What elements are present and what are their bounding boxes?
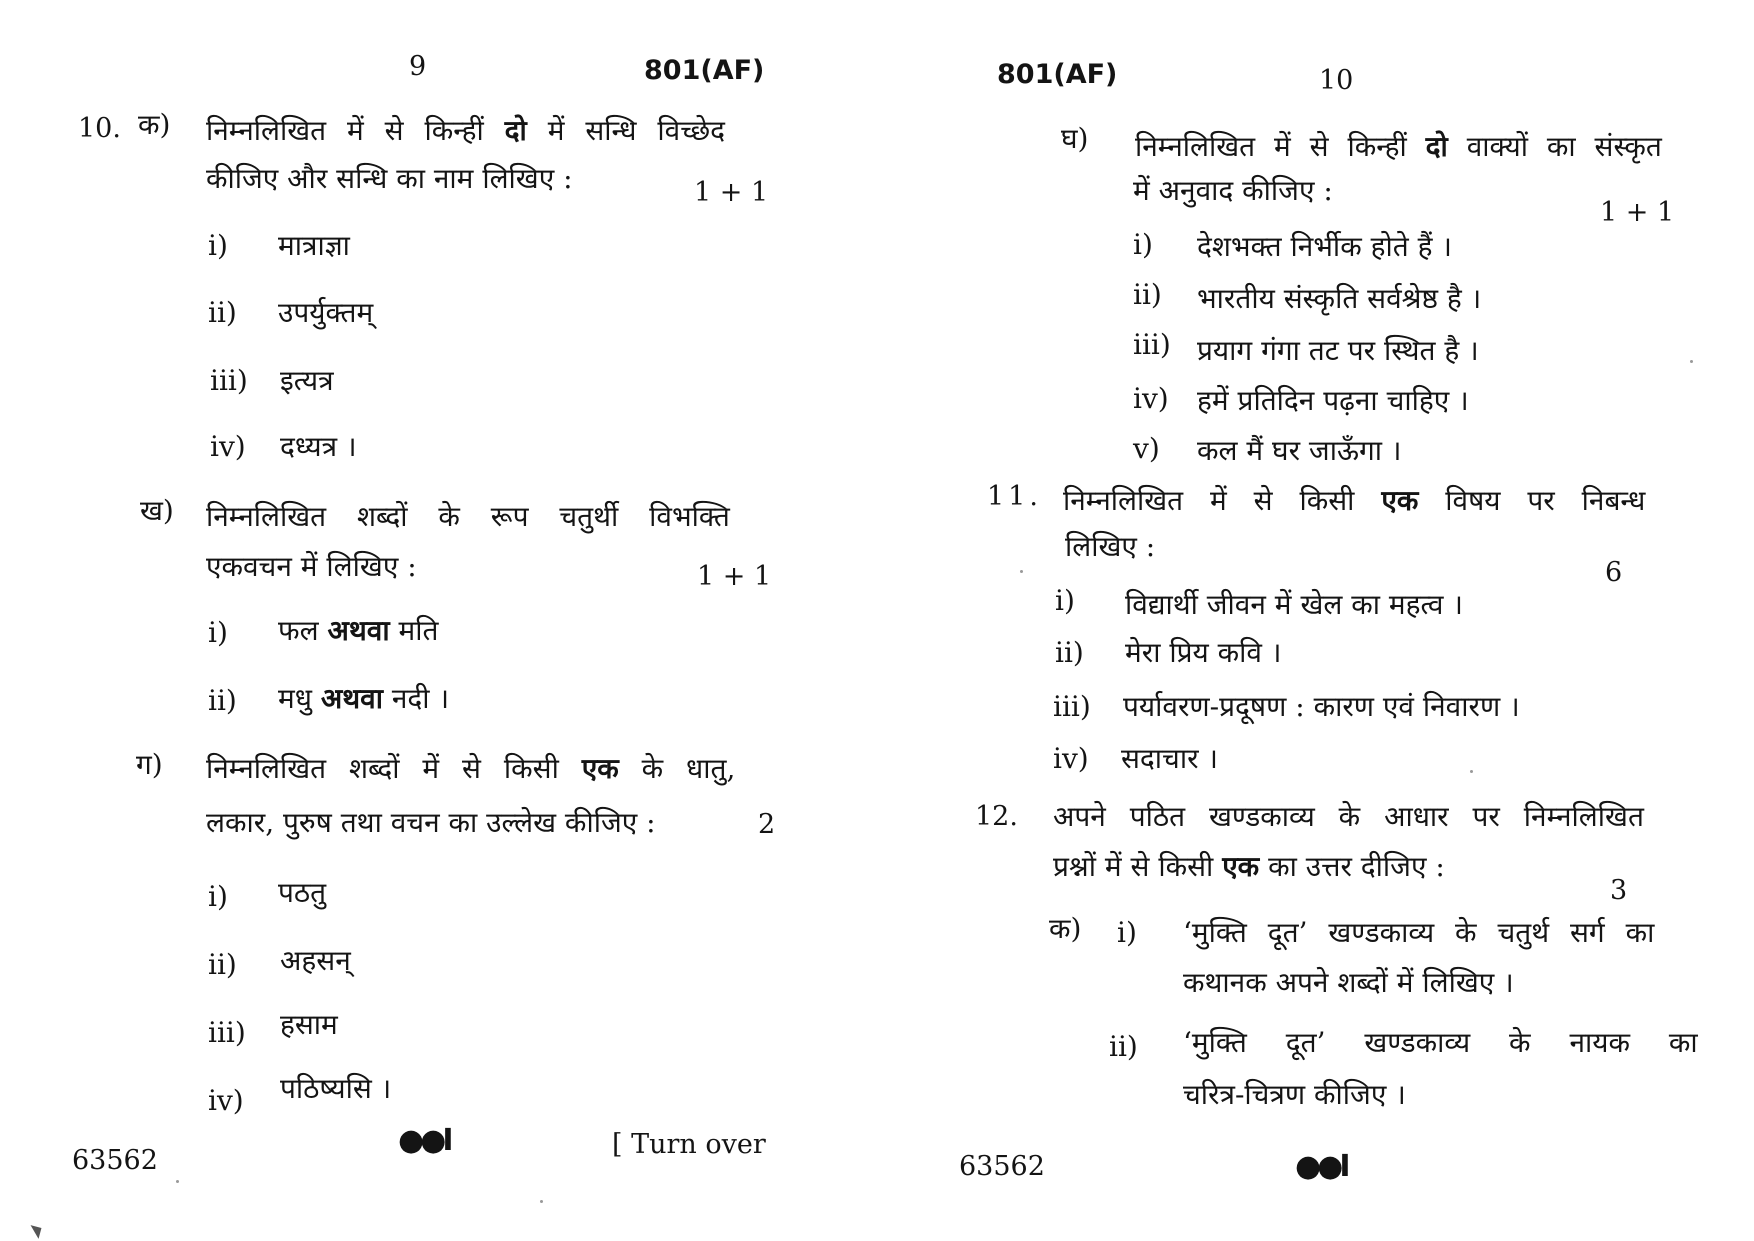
footer-code: 63562 xyxy=(959,1151,1045,1182)
marks: 6 xyxy=(1605,557,1623,588)
list-item-number: iii) xyxy=(1133,328,1171,361)
list-item-number: ii) xyxy=(1055,636,1084,669)
paper-code: 801(AF) xyxy=(644,55,765,86)
list-item-text: दध्यत्र । xyxy=(280,430,357,463)
list-item-text: ‘मुक्ति दूत’ खण्डकाव्य के नायक का xyxy=(1183,1026,1698,1059)
list-item-text: हमें प्रतिदिन पढ़ना चाहिए । xyxy=(1197,384,1469,417)
list-item-number: iii) xyxy=(1053,690,1091,723)
list-item-number: i) xyxy=(208,880,228,913)
list-item-number: iii) xyxy=(210,364,248,397)
question-number: 10. xyxy=(78,113,121,144)
list-item-text: देशभक्त निर्भीक होते हैं । xyxy=(1197,230,1452,263)
list-item-number: iv) xyxy=(208,1084,244,1117)
list-item-text: उपर्युक्तम् xyxy=(278,296,374,329)
list-item-text: मेरा प्रिय कवि । xyxy=(1125,636,1282,669)
list-item-number: iii) xyxy=(208,1016,246,1049)
list-item-text: सदाचार । xyxy=(1121,742,1219,775)
question-text: अपने पठित खण्डकाव्य के आधार पर निम्नलिखित xyxy=(1053,800,1644,833)
question-text: लकार, पुरुष तथा वचन का उल्लेख कीजिए : xyxy=(206,806,656,839)
list-item-text: फल अथवा मति xyxy=(278,614,439,647)
question-text: कीजिए और सन्धि का नाम लिखिए : xyxy=(206,162,573,195)
subquestion-label: ग) xyxy=(136,748,163,781)
list-item-number: i) xyxy=(1055,584,1075,617)
question-text: प्रश्नों में से किसी एक का उत्तर दीजिए : xyxy=(1053,850,1445,883)
question-text: लिखिए : xyxy=(1065,530,1156,563)
scan-speck xyxy=(540,1200,543,1203)
subquestion-label: घ) xyxy=(1061,122,1089,155)
scan-speck xyxy=(1470,770,1473,773)
question-text: एकवचन में लिखिए : xyxy=(206,550,417,583)
footer-code: 63562 xyxy=(72,1145,158,1176)
list-item-number: ii) xyxy=(208,296,237,329)
footer-mark: ●●I xyxy=(398,1123,450,1158)
list-item-number: ii) xyxy=(208,948,237,981)
marks: 1 + 1 xyxy=(1600,197,1675,228)
list-item-number: iv) xyxy=(1133,382,1169,415)
marks: 2 xyxy=(758,809,776,840)
scan-speck xyxy=(1020,570,1023,573)
page-number: 9 xyxy=(409,51,427,82)
list-item-text: कल मैं घर जाऊँगा । xyxy=(1197,434,1402,467)
subquestion-label: ख) xyxy=(140,494,174,527)
list-item-text: हसाम xyxy=(280,1008,338,1041)
question-text: निम्नलिखित में से किन्हीं दो वाक्यों का संस्कृत xyxy=(1135,130,1662,163)
subquestion-label: क) xyxy=(138,108,171,141)
page-number: 10 xyxy=(1319,65,1354,96)
question-text: निम्नलिखित शब्दों में से किसी एक के धातु, xyxy=(206,752,736,785)
marks: 1 + 1 xyxy=(694,177,769,208)
list-item-number: ii) xyxy=(1133,278,1162,311)
list-item-number: i) xyxy=(208,616,228,649)
scan-speck xyxy=(176,1180,179,1183)
marks: 1 + 1 xyxy=(697,561,772,592)
question-text: निम्नलिखित में से किन्हीं दो में सन्धि विच्छेद xyxy=(206,114,726,147)
list-item-number: i) xyxy=(1117,916,1137,949)
list-item-text: मधु अथवा नदी । xyxy=(278,682,450,715)
list-item-text: पठिष्यसि । xyxy=(280,1072,392,1105)
question-text: निम्नलिखित में से किसी एक विषय पर निबन्ध xyxy=(1063,484,1646,517)
list-item-number: v) xyxy=(1133,432,1160,465)
page-10 xyxy=(877,0,1754,1241)
list-item-number: ii) xyxy=(1109,1030,1138,1063)
paper-code: 801(AF) xyxy=(997,59,1118,90)
list-item-text: कथानक अपने शब्दों में लिखिए । xyxy=(1183,966,1514,999)
list-item-number: iv) xyxy=(1053,742,1089,775)
subquestion-label: क) xyxy=(1049,912,1082,945)
question-number: 11. xyxy=(987,481,1042,512)
list-item-text: ‘मुक्ति दूत’ खण्डकाव्य के चतुर्थ सर्ग का xyxy=(1183,916,1655,949)
list-item-text: विद्यार्थी जीवन में खेल का महत्व । xyxy=(1125,588,1463,621)
marks: 3 xyxy=(1610,875,1628,906)
list-item-text: अहसन् xyxy=(280,944,351,977)
list-item-text: भारतीय संस्कृति सर्वश्रेष्ठ है । xyxy=(1197,282,1482,315)
list-item-text: पर्यावरण-प्रदूषण : कारण एवं निवारण । xyxy=(1123,690,1520,723)
list-item-text: प्रयाग गंगा तट पर स्थित है । xyxy=(1197,334,1479,367)
list-item-text: इत्यत्र xyxy=(280,364,334,397)
list-item-text: मात्राज्ञा xyxy=(278,229,350,262)
list-item-text: चरित्र-चित्रण कीजिए । xyxy=(1183,1078,1406,1111)
list-item-number: iv) xyxy=(210,430,246,463)
question-text: में अनुवाद कीजिए : xyxy=(1133,174,1333,207)
list-item-number: i) xyxy=(208,229,228,262)
question-text: निम्नलिखित शब्दों के रूप चतुर्थी विभक्ति xyxy=(206,500,730,533)
question-number: 12. xyxy=(975,801,1018,832)
list-item-number: i) xyxy=(1133,228,1153,261)
scan-speck xyxy=(1690,360,1693,363)
list-item-text: पठतु xyxy=(278,876,327,909)
list-item-number: ii) xyxy=(208,684,237,717)
footer-mark: ●●I xyxy=(1295,1149,1347,1184)
turn-over-label: [ Turn over xyxy=(612,1129,766,1160)
